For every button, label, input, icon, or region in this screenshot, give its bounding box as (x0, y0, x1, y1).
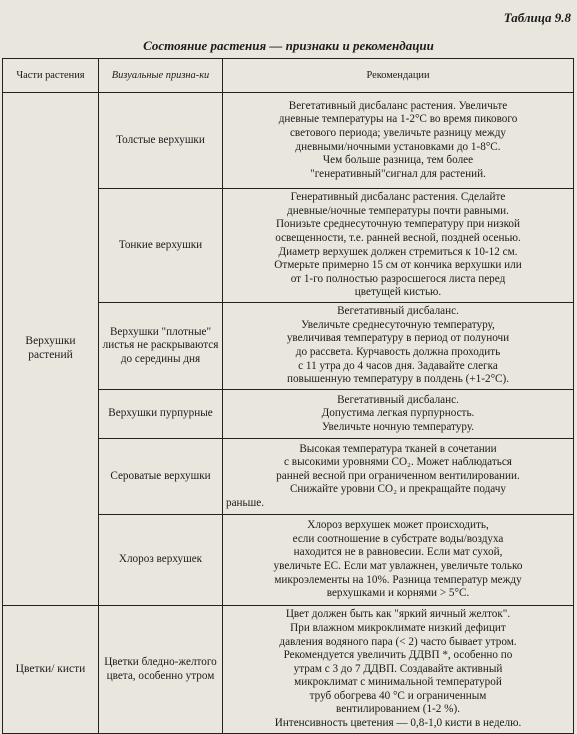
sign-cell: Тонкие верхушки (99, 189, 223, 303)
recommendation-line: Вегетативный дисбаланс растения. Увеличьте (288, 99, 508, 112)
table-header-row (3, 59, 574, 93)
recommendation-line: Снижайте уровни СО₂ и прекращайте подачу (289, 483, 507, 496)
recommendation-line: Чем больше разница, тем более (322, 154, 474, 167)
recommendation-cell (223, 189, 574, 303)
sign-cell: Сероватые верхушки (99, 439, 223, 515)
recommendation-line: Хлороз верхушек может происходить, (307, 519, 489, 532)
recommendation-line: дневными/ночными установками до 1-8°С. (295, 140, 501, 153)
recommendation-cell (223, 303, 574, 390)
recommendation-line: труб обогрева 40 °С и ограниченным (309, 689, 487, 702)
recommendation-line: освещенности, т.е. ранней весной, поздней осенью. (275, 231, 521, 244)
recommendation-line: верхушками и корнями > 5°С. (326, 587, 470, 600)
recommendation-line: Отмерьте примерно 15 см от кончика верхушки или (274, 259, 522, 272)
recommendation-line: утрам с 3 до 7 ДДВП. Создавайте активный (293, 662, 503, 675)
recommendation-line: Генеративный дисбаланс растения. Сделайте (290, 191, 506, 204)
recommendation-cell (223, 439, 574, 515)
recommendation-cell (223, 390, 574, 439)
recommendation-line: Рекомендуется увеличить ДДВП *, особенно по (283, 649, 513, 662)
recommendation-line: Диаметр верхушек должен стремиться к 10-12 см. (278, 245, 518, 258)
recommendation-line: увеличивая температуру в период от полуночи (286, 332, 510, 345)
table-row (3, 606, 574, 734)
group-flowers: Цветки/ кисти (3, 606, 99, 734)
sign-cell: Цветки бледно-желтого цвета, особенно утром (99, 606, 223, 734)
recommendation-line: Увеличьте ночную температуру. (321, 420, 475, 433)
recommendation-line: увеличьте ЕС. Если мат увлажнен, увеличьте только (273, 560, 523, 572)
recommendation-line: если соотношение в субстрате воды/воздуха (292, 532, 504, 545)
sign-cell: Хлороз верхушек (99, 515, 223, 606)
recommendation-line: раньше. (226, 496, 265, 509)
recommendation-line: от 1-го полностью разросшегося листа перед (290, 272, 506, 285)
recommendation-line: Высокая температура тканей в сочетании (299, 442, 497, 455)
table-number: Таблица 9.8 (503, 10, 571, 25)
recommendation-line: микроэлементы на 10%. Разница температур между (274, 573, 522, 586)
recommendation-line: с 11 утра до 4 часов дня. Задавайте слегка (298, 359, 498, 372)
recommendation-line: светового периода; увеличьте разницу между (289, 126, 507, 139)
recommendation-line: Вегетативный дисбаланс. (337, 305, 459, 318)
table-title: Состояние растения — признаки и рекомендации (143, 38, 434, 53)
recommendation-line: цветущей кистью. (354, 286, 442, 299)
recommendation-cell (223, 515, 574, 606)
recommendation-line: повышенную температуру в полдень (+1-2°С). (286, 373, 510, 386)
recommendation-cell (223, 93, 574, 189)
recommendation-line: с высокими уровнями СО₂. Может наблюдаться (284, 456, 512, 469)
header-signs: Визуальные призна-ки (99, 59, 223, 93)
recommendation-line: Понизьте среднесуточную температуру при низкой (275, 218, 521, 231)
recommendation-line: Интенсивность цветения — 0,8-1,0 кисти в неделю. (274, 717, 522, 730)
recommendation-line: При влажном микроклимате низкий дефицит (290, 621, 506, 634)
recommendation-line: ранней весной при ограниченном вентилировании. (276, 469, 520, 482)
recommendation-line: вентилированием (1-2 %). (336, 703, 460, 716)
recommendation-line: дневные температуры на 1-2°С во время пикового (278, 113, 518, 126)
recommendation-line: микроклимат с минимальной температурой (294, 676, 502, 689)
recommendation-line: давления водяного пара (< 2) часто бывает утром. (279, 635, 517, 648)
header-recommendations: Рекомендации (223, 59, 574, 93)
recommendation-line: дневные/ночные температуры почти равными. (287, 204, 509, 217)
recommendation-line: Вегетативный дисбаланс. (337, 393, 459, 406)
sign-cell: Верхушки пурпурные (99, 390, 223, 439)
plant-state-table (2, 58, 574, 734)
recommendation-line: до рассвета. Курчавость должна проходить (295, 346, 501, 358)
recommendation-line: "генеративный"сигнал для растений. (310, 167, 486, 180)
recommendation-line: Цвет должен быть как "яркий яичный желток". (285, 608, 511, 621)
recommendation-line: Допустима легкая пурпурность. (321, 407, 475, 420)
recommendation-line: находится не в равновесии. Если мат сухой, (293, 546, 503, 559)
sign-cell: Верхушки "плотные" листья не раскрываются до середины дня (99, 303, 223, 390)
table-row (3, 93, 574, 189)
recommendation-cell (223, 606, 574, 734)
recommendation-line: Увеличьте среднесуточную температуру, (301, 318, 495, 331)
header-parts: Части растения (3, 59, 99, 93)
sign-cell: Толстые верхушки (99, 93, 223, 189)
group-tops: Верхушки растений (3, 93, 99, 606)
